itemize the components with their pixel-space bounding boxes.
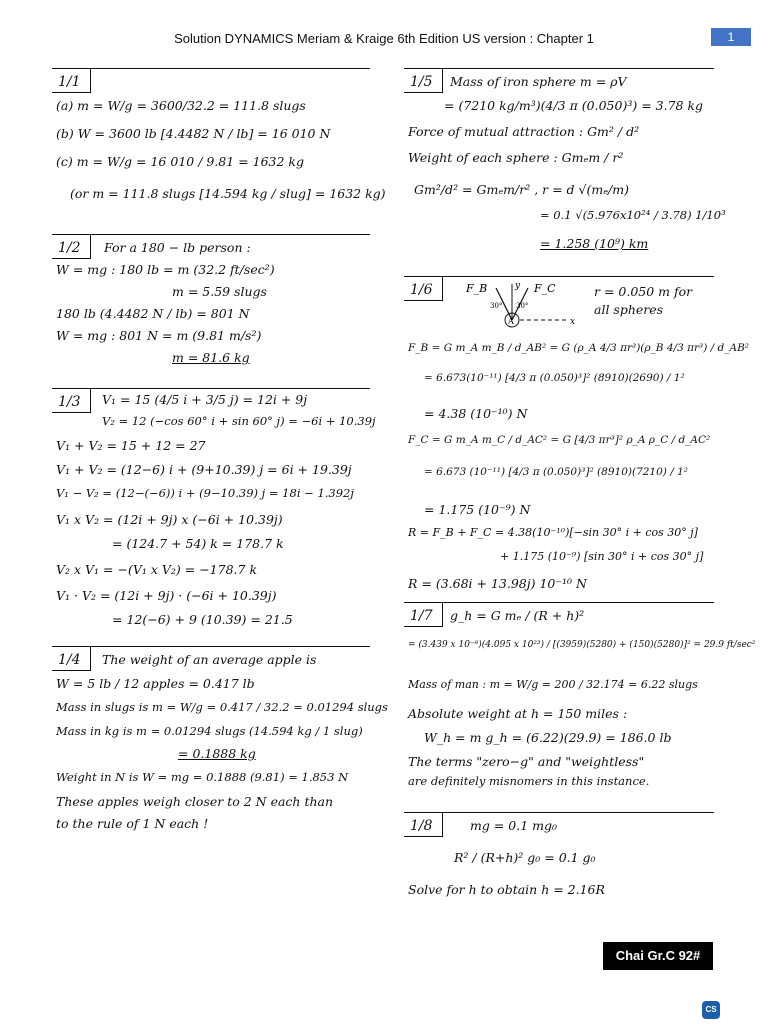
solution-line: Mass of man : m = W/g = 200 / 32.174 = 6.22 slugs: [408, 678, 698, 691]
solution-line: Absolute weight at h = 150 miles :: [408, 706, 628, 721]
problem-number: 1/2: [58, 240, 81, 256]
solution-line: For a 180 − lb person :: [104, 240, 251, 255]
solution-line: R² / (R+h)² g₀ = 0.1 g₀: [454, 850, 596, 865]
solution-line: m = 5.59 slugs: [172, 284, 267, 299]
solution-line: V₁ − V₂ = (12−(−6)) i + (9−10.39) j = 18i − 1.392j: [56, 486, 354, 500]
solution-line: Solve for h to obtain h = 2.16R: [408, 882, 605, 897]
solution-line: = 12(−6) + 9 (10.39) = 21.5: [112, 612, 293, 627]
divider: [52, 68, 370, 69]
solution-line: = 6.673(10⁻¹¹) [4/3 π (0.050)³]² (8910)(2690) / 1²: [424, 372, 685, 384]
solution-line: = 1.175 (10⁻⁹) N: [424, 502, 531, 517]
solution-line: g_h = G mₑ / (R + h)²: [450, 608, 585, 623]
problem-1-4: [52, 646, 388, 836]
solution-line: Gm²/d² = Gmₑm/r² , r = d √(mₑ/m): [414, 182, 629, 197]
page-header: [0, 28, 768, 50]
problem-number: 1/3: [58, 394, 81, 410]
solution-line: = 6.673 (10⁻¹¹) [4/3 π (0.050)³]² (8910)(7210) / 1²: [424, 466, 688, 478]
solution-line: V₂ = 12 (−cos 60° i + sin 60° j) = −6i + 10.39j: [102, 414, 376, 428]
solution-line: R = F_B + F_C = 4.38(10⁻¹⁰)[−sin 30° i + cos 30° j]: [408, 526, 698, 539]
solution-line: = (124.7 + 54) k = 178.7 k: [112, 536, 284, 551]
solution-line: + 1.175 (10⁻⁹) [sin 30° i + cos 30° j]: [500, 550, 704, 563]
solution-answer: = 1.258 (10⁹) km: [540, 236, 649, 251]
label-a: A: [508, 317, 514, 326]
divider: [404, 602, 714, 603]
solution-line: mg = 0.1 mg₀: [470, 818, 557, 833]
problem-1-5: [404, 68, 726, 258]
problem-number: 1/5: [410, 74, 433, 90]
divider: [404, 68, 714, 69]
solution-line: V₁ = 15 (4/5 i + 3/5 j) = 12i + 9j: [102, 392, 308, 407]
document-title: Solution DYNAMICS Meriam & Kraige 6th Edition US version : Chapter 1: [174, 31, 594, 46]
label-fb: F_B: [466, 282, 488, 295]
solution-answer: m = 81.6 kg: [172, 350, 250, 365]
solution-line: (a) m = W/g = 3600/32.2 = 111.8 slugs: [56, 98, 306, 113]
solution-line: Mass in kg is m = 0.01294 slugs (14.594 kg / 1 slug): [56, 724, 363, 738]
camscanner-logo: CS: [702, 1001, 720, 1019]
solution-line: = (3.439 x 10⁻⁸)(4.095 x 10²³) / [(3959)(5280) + (150)(5280)]² = 29.9 ft/sec²: [408, 640, 756, 650]
force-diagram: [460, 278, 580, 330]
page-number: 1: [711, 28, 751, 46]
solution-line: F_B = G m_A m_B / d_AB² = G (ρ_A 4/3 πr³)(ρ_B 4/3 πr³) / d_AB²: [408, 342, 750, 354]
problem-1-3: [52, 388, 376, 638]
solution-line: all spheres: [594, 302, 664, 317]
solution-line: F_C = G m_A m_C / d_AC² = G [4/3 πr³]² ρ_A ρ_C / d_AC²: [408, 434, 711, 446]
problem-1-7: [404, 602, 756, 798]
solution-line: Mass in slugs is m = W/g = 0.417 / 32.2 = 0.01294 slugs: [56, 700, 388, 714]
solution-line: V₁ x V₂ = (12i + 9j) x (−6i + 10.39j): [56, 512, 283, 527]
solution-line: W = mg : 801 N = m (9.81 m/s²): [56, 328, 262, 343]
solution-line: W_h = m g_h = (6.22)(29.9) = 186.0 lb: [424, 730, 672, 745]
solution-line: The weight of an average apple is: [102, 652, 317, 667]
solution-line: = 4.38 (10⁻¹⁰) N: [424, 406, 528, 421]
solution-line: V₁ + V₂ = (12−6) i + (9+10.39) j = 6i + 19.39j: [56, 462, 352, 477]
problem-1-1: [52, 68, 386, 228]
solution-line: W = 5 lb / 12 apples = 0.417 lb: [56, 676, 255, 691]
problem-1-8: [404, 812, 714, 952]
solution-line: V₂ x V₁ = −(V₁ x V₂) = −178.7 k: [56, 562, 258, 577]
label-x: x: [570, 317, 576, 327]
solution-line: (b) W = 3600 lb [4.4482 N / lb] = 16 010 N: [56, 126, 331, 141]
problem-number: 1/4: [58, 652, 81, 668]
solution-line: = 0.1 √(5.976x10²⁴ / 3.78) 1/10³: [540, 208, 726, 222]
solution-line: (c) m = W/g = 16 010 / 9.81 = 1632 kg: [56, 154, 304, 169]
divider: [404, 812, 714, 813]
solution-line: Weight of each sphere : Gmₑm / r²: [408, 150, 624, 165]
label-fc: F_C: [534, 282, 556, 295]
solution-line: = (7210 kg/m³)(4/3 π (0.050)³) = 3.78 kg: [444, 98, 704, 113]
solution-line: 180 lb (4.4482 N / lb) = 801 N: [56, 306, 250, 321]
solution-line: W = mg : 180 lb = m (32.2 ft/sec²): [56, 262, 275, 277]
solution-line: Force of mutual attraction : Gm² / d²: [408, 124, 640, 139]
label-angle-left: 30°: [490, 302, 503, 310]
author-badge: Chai Gr.C 92#: [603, 942, 713, 970]
solution-answer: = 0.1888 kg: [178, 746, 256, 761]
solution-line: These apples weigh closer to 2 N each than: [56, 794, 334, 809]
solution-line: to the rule of 1 N each !: [56, 816, 209, 831]
solution-line: Weight in N is W = mg = 0.1888 (9.81) = 1.853 N: [56, 770, 349, 784]
solution-line: r = 0.050 m for: [594, 284, 693, 299]
problem-number: 1/1: [58, 74, 81, 90]
divider: [52, 234, 370, 235]
problem-number: 1/7: [410, 608, 433, 624]
problem-1-2: [52, 234, 370, 374]
solution-line: V₁ + V₂ = 15 + 12 = 27: [56, 438, 206, 453]
label-y: y: [515, 281, 521, 291]
problem-1-6: [404, 276, 750, 592]
problem-number: 1/6: [410, 282, 433, 298]
solution-line: are definitely misnomers in this instance.: [408, 774, 650, 788]
solution-line: (or m = 111.8 slugs [14.594 kg / slug] = 1632 kg): [70, 186, 386, 201]
divider: [52, 646, 370, 647]
solution-answer: R = (3.68i + 13.98j) 10⁻¹⁰ N: [408, 576, 587, 591]
divider: [404, 276, 714, 277]
label-angle-right: 30°: [516, 302, 529, 310]
solution-line: V₁ · V₂ = (12i + 9j) · (−6i + 10.39j): [56, 588, 277, 603]
solution-line: The terms "zero−g" and "weightless": [408, 754, 645, 769]
solution-line: Mass of iron sphere m = ρV: [450, 74, 627, 89]
divider: [52, 388, 370, 389]
problem-number: 1/8: [410, 818, 433, 834]
